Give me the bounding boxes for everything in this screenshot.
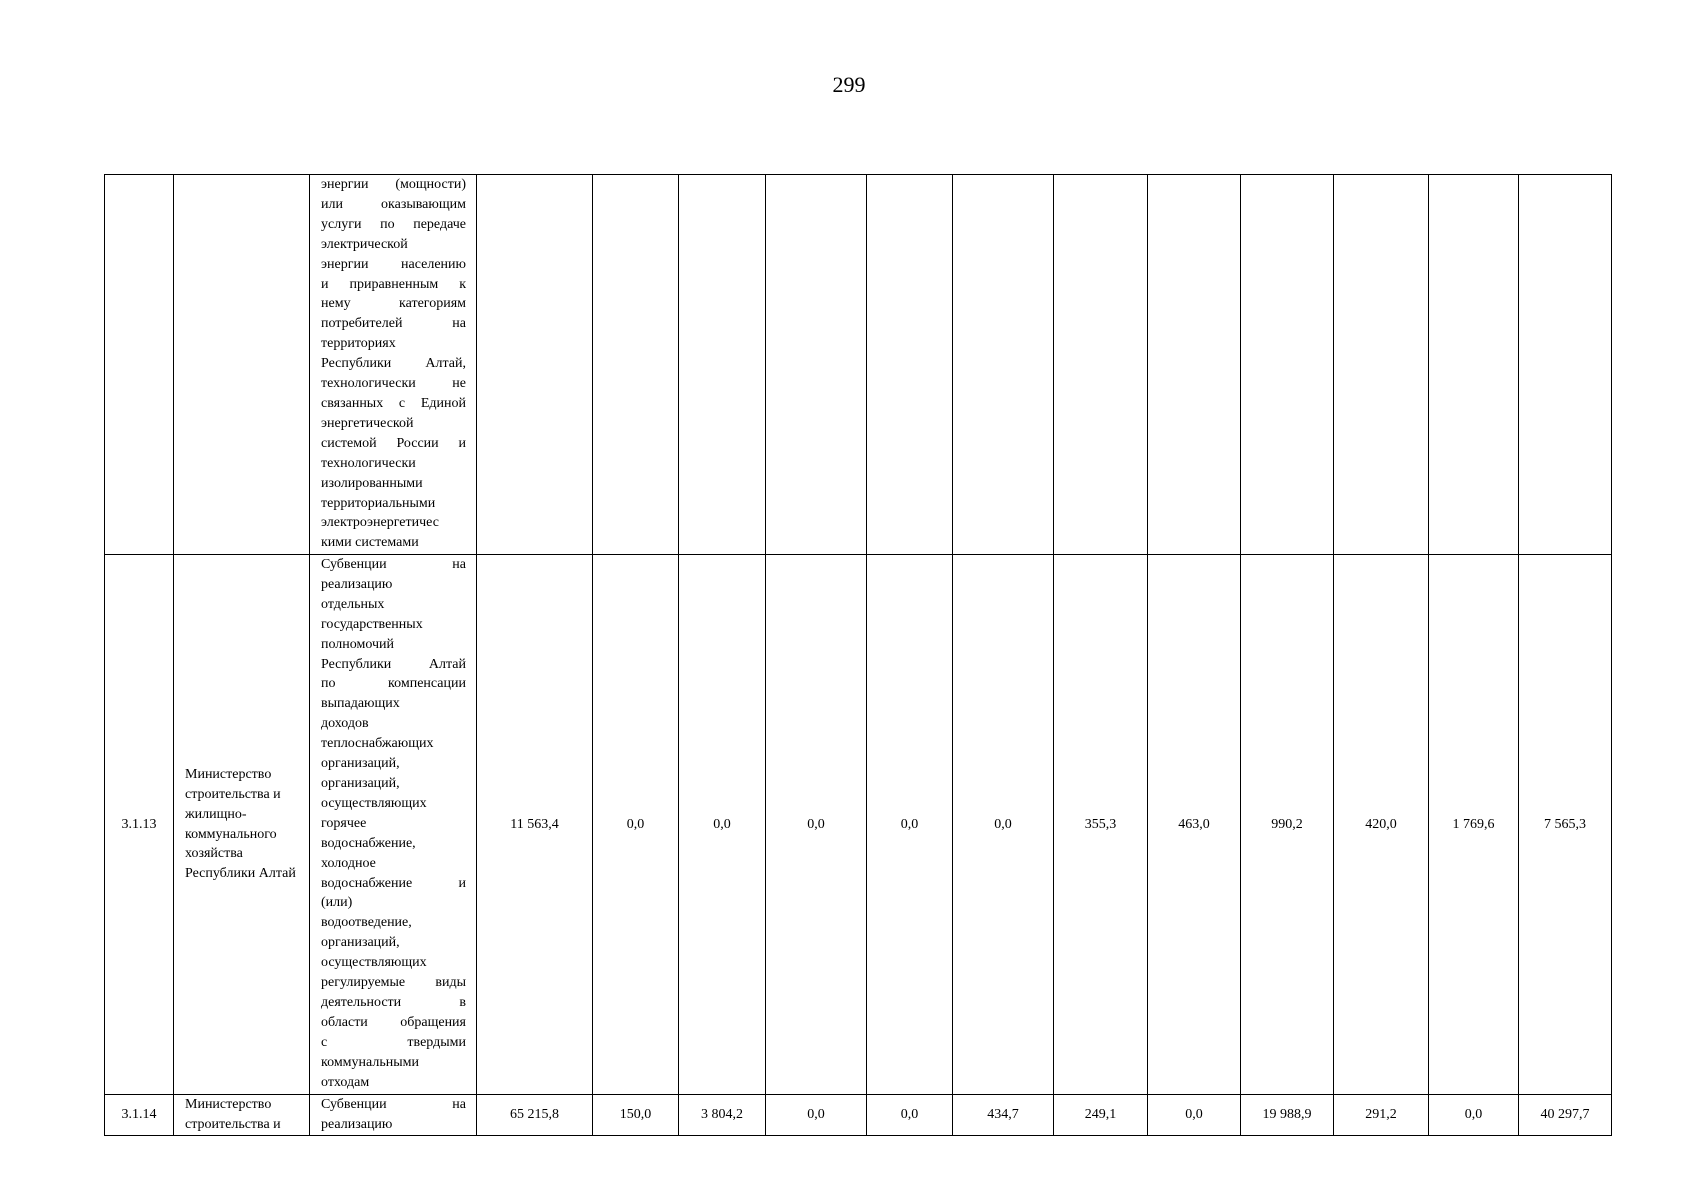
- row-value: 0,0: [1429, 1095, 1519, 1136]
- table-row: [105, 175, 1612, 555]
- row-value: 249,1: [1054, 1095, 1148, 1136]
- row-value: 0,0: [679, 555, 766, 1095]
- row-value: 434,7: [953, 1095, 1054, 1136]
- row-value: 0,0: [867, 1095, 953, 1136]
- row-value: 40 297,7: [1519, 1095, 1612, 1136]
- row-value: [867, 175, 953, 555]
- row-code: [105, 175, 174, 555]
- row-value: 65 215,8: [477, 1095, 593, 1136]
- row-value: 420,0: [1334, 555, 1429, 1095]
- row-value: [593, 175, 679, 555]
- row-value: [1519, 175, 1612, 555]
- row-value: 0,0: [1148, 1095, 1241, 1136]
- row-value: [766, 175, 867, 555]
- row-executor: Министерство строительства и: [174, 1095, 310, 1136]
- row-executor: [174, 175, 310, 555]
- row-value: 3 804,2: [679, 1095, 766, 1136]
- row-description: Субвенции на реализацию отдельных государственных полномочий Республики Алтай по компенсации выпадающих доходов теплоснабжающих организаций, организаций, осуществляющих горячее водоснабжение, холодное водоснабжение и (или) водоотведение, организаций, осуществляющих регулируемые виды деятельности в области обращения с твердыми коммунальными отходам: [310, 555, 477, 1095]
- row-value: [1334, 175, 1429, 555]
- row-value: 291,2: [1334, 1095, 1429, 1136]
- row-executor: Министерство строительства и жилищно-коммунального хозяйства Республики Алтай: [174, 555, 310, 1095]
- row-value: [1429, 175, 1519, 555]
- row-code: 3.1.14: [105, 1095, 174, 1136]
- row-value: 463,0: [1148, 555, 1241, 1095]
- row-value: [1241, 175, 1334, 555]
- row-value: 0,0: [867, 555, 953, 1095]
- row-value: [679, 175, 766, 555]
- row-value: [953, 175, 1054, 555]
- row-value: 19 988,9: [1241, 1095, 1334, 1136]
- row-code: 3.1.13: [105, 555, 174, 1095]
- row-value: 0,0: [593, 555, 679, 1095]
- budget-table: [104, 174, 1612, 1136]
- row-description: Субвенции на реализацию: [310, 1095, 477, 1136]
- row-value: [477, 175, 593, 555]
- row-value: 990,2: [1241, 555, 1334, 1095]
- row-description: энергии (мощности) или оказывающим услуги по передаче электрической энергии населению и приравненным к нему категориям потребителей на территориях Республики Алтай, технологически не связанных с Единой энергетической системой России и технологически изолированными территориальными электроэнергетичес кими системами: [310, 175, 477, 555]
- table-row: [105, 1095, 1612, 1136]
- page-number: 299: [832, 72, 866, 97]
- row-value: 0,0: [953, 555, 1054, 1095]
- row-value: [1148, 175, 1241, 555]
- table-row: [105, 555, 1612, 1095]
- row-value: 355,3: [1054, 555, 1148, 1095]
- row-value: 0,0: [766, 555, 867, 1095]
- row-value: 150,0: [593, 1095, 679, 1136]
- row-value: 0,0: [766, 1095, 867, 1136]
- row-value: 11 563,4: [477, 555, 593, 1095]
- row-value: [1054, 175, 1148, 555]
- row-value: 1 769,6: [1429, 555, 1519, 1095]
- row-value: 7 565,3: [1519, 555, 1612, 1095]
